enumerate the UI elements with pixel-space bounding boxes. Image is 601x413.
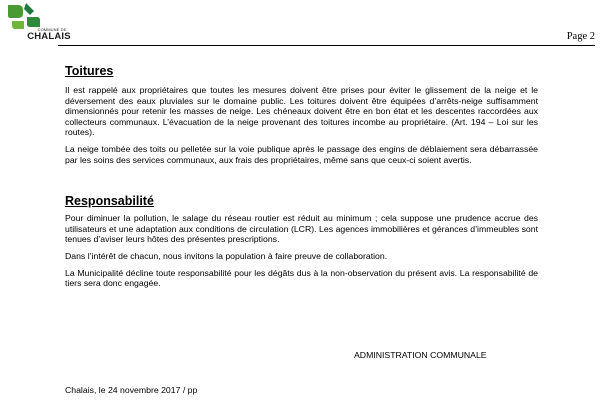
section-title-toitures: Toitures xyxy=(65,64,114,78)
logo-name: CHALAIS xyxy=(27,31,71,42)
page-number: Page 2 xyxy=(566,31,595,42)
header-divider xyxy=(58,45,595,46)
document-body xyxy=(65,63,538,289)
footer-date: Chalais, le 24 novembre 2017 / pp xyxy=(65,385,198,395)
paragraph: Pour diminuer la pollution, le salage du réseau routier est réduit au minimum ; cela suppose une prudence accrue des utilisateurs et une adaptation aux conditions de circulation (LCR). Les agences immobilières et gérances d’immeubles sont tenues d’aviser leurs hôtes des présentes prescriptions. xyxy=(65,213,538,245)
signature: ADMINISTRATION COMMUNALE xyxy=(354,350,487,360)
logo-subtitle: COMMUNE DE xyxy=(37,27,67,32)
commune-logo xyxy=(6,3,72,43)
paragraph: La Municipalité décline toute responsabilité pour les dégâts dus à la non-observation du présent avis. La responsabilité de tiers sera donc engagée. xyxy=(65,267,538,289)
paragraph: Il est rappelé aux propriétaires que toutes les mesures doivent être prises pour éviter le glissement de la neige et le déversement des eaux pluviales sur le domaine public. Les toitures doivent être équipées d’arrêts-neige suffisamment dimensionnés pour retenir les masses de neige. Les chéneaux doivent être en bon état et les descentes raccordées aux collecteurs communaux. L’évacuation de la neige provenant des toitures incombe au propriétaire. (Art. 194 – Loi sur les routes). xyxy=(65,85,538,138)
paragraph: Dans l’intérêt de chacun, nous invitons la population à faire preuve de collaboration. xyxy=(65,250,388,261)
paragraph: La neige tombée des toits ou pelletée sur la voie publique après le passage des engins de déblaiement sera débarrassée par les soins des services communaux, aux frais des propriétaires, même sans que ceux-ci soient avertis. xyxy=(65,143,538,165)
section-title-responsabilite: Responsabilité xyxy=(65,194,154,209)
